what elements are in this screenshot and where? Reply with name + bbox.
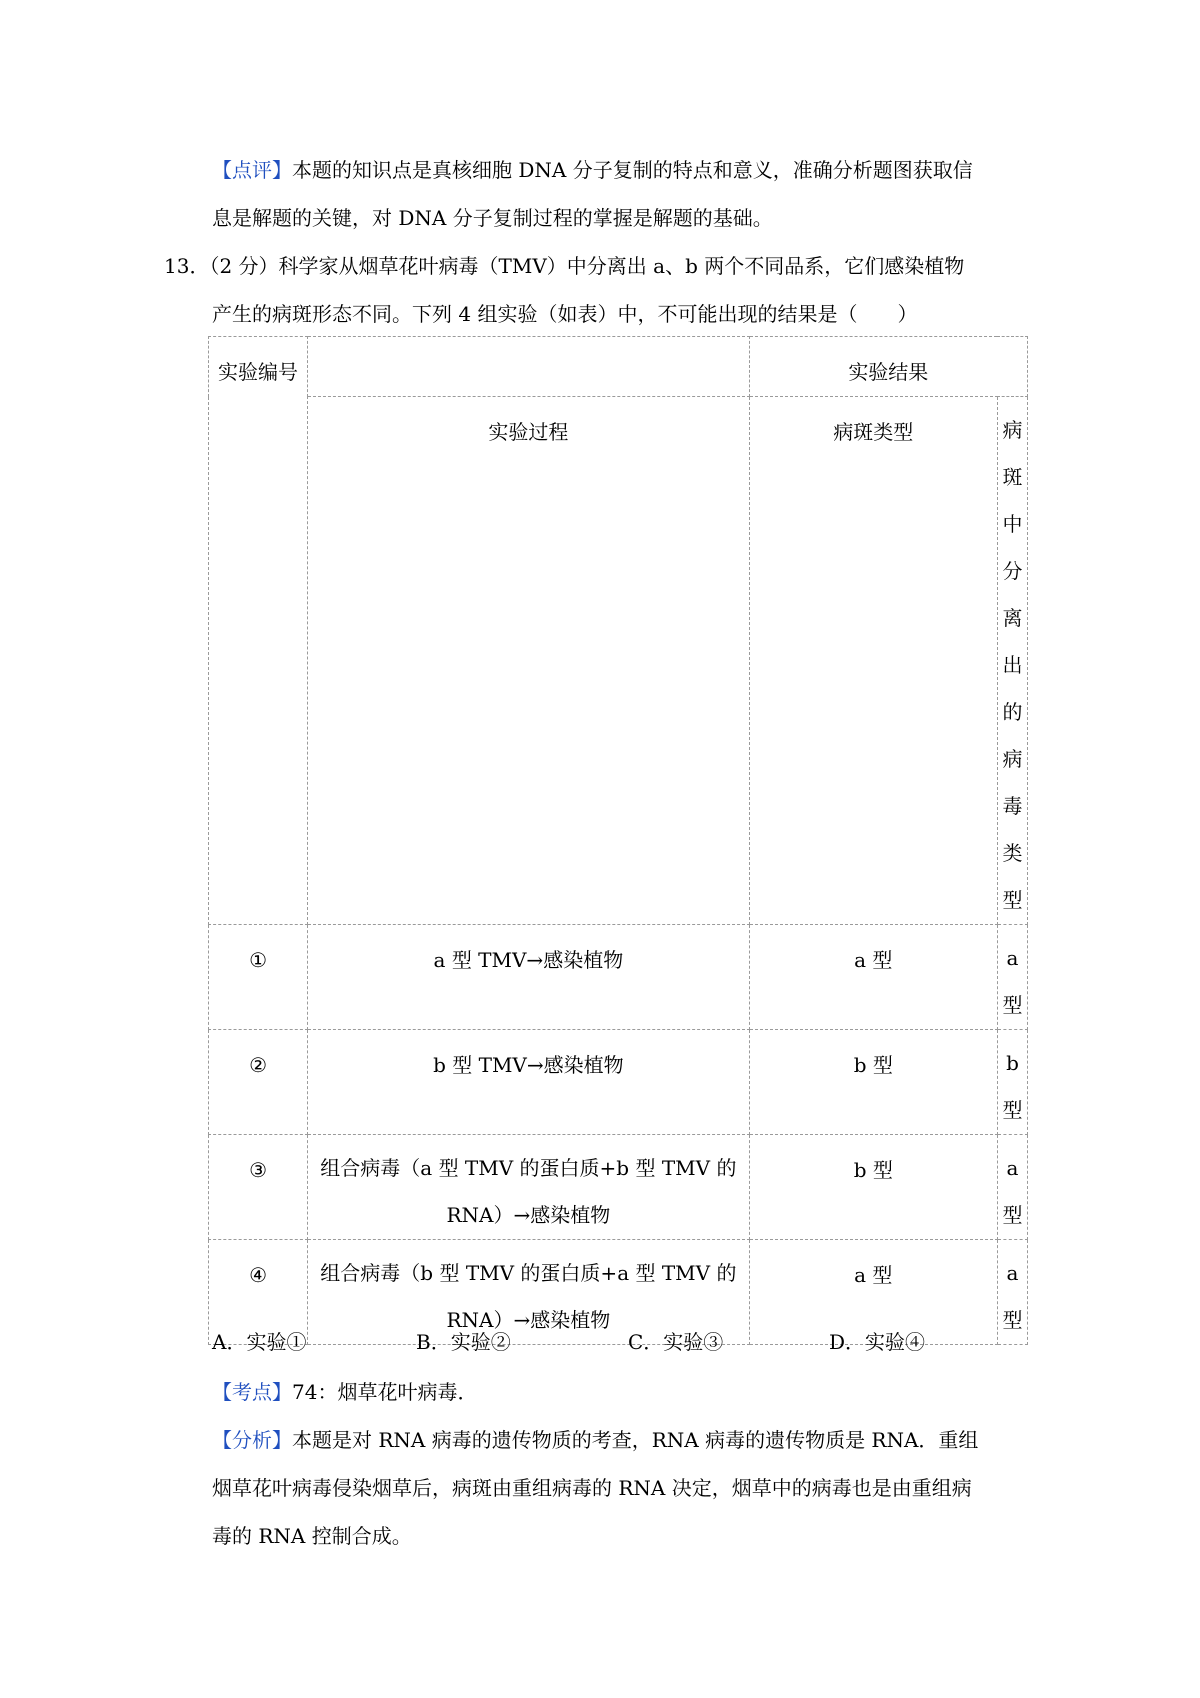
header-result: 实验结果: [749, 337, 1027, 397]
review-tag: 【点评】: [212, 158, 292, 182]
row-process: 组合病毒（b 型 TMV 的蛋白质+a 型 TMV 的 RNA）→感染植物: [308, 1240, 750, 1345]
row-virus: a 型: [997, 1240, 1027, 1345]
header-blank: [308, 337, 750, 397]
row-spot: a 型: [749, 1240, 997, 1345]
row-id: ①: [209, 925, 308, 1030]
row-spot: b 型: [749, 1030, 997, 1135]
table-header-row-1: [209, 337, 1028, 397]
row-virus: b 型: [997, 1030, 1027, 1135]
header-experiment-id: 实验编号: [209, 337, 308, 925]
analysis-line-2: 烟草花叶病毒侵染烟草后，病斑由重组病毒的 RNA 决定，烟草中的病毒也是由重组病: [212, 1476, 972, 1500]
review-text-1: 本题的知识点是真核细胞 DNA 分子复制的特点和意义，准确分析题图获取信: [292, 158, 973, 182]
row-process: 组合病毒（a 型 TMV 的蛋白质+b 型 TMV 的 RNA）→感染植物: [308, 1135, 750, 1240]
row-spot: a 型: [749, 925, 997, 1030]
point-text: 74：烟草花叶病毒．: [292, 1380, 478, 1404]
row-id: ②: [209, 1030, 308, 1135]
row-process: a 型 TMV→感染植物: [308, 925, 750, 1030]
row-virus: a 型: [997, 1135, 1027, 1240]
option-c[interactable]: C．实验③: [628, 1330, 724, 1354]
option-d[interactable]: D．实验④: [829, 1330, 926, 1354]
row-process: b 型 TMV→感染植物: [308, 1030, 750, 1135]
question-text-1: （2 分）科学家从烟草花叶病毒（TMV）中分离出 a、b 两个不同品系，它们感染植物: [209, 254, 965, 278]
experiment-table: [208, 336, 1028, 1345]
option-a[interactable]: A．实验①: [212, 1330, 307, 1354]
header-virus-type: 病斑中分离出的病毒类型: [997, 397, 1027, 925]
table-header-row-2: [209, 397, 1028, 925]
review-line-2: 息是解题的关键，对 DNA 分子复制过程的掌握是解题的基础。: [212, 206, 773, 230]
point-tag: 【考点】: [212, 1380, 292, 1404]
point-line: [212, 1378, 477, 1406]
row-spot: b 型: [749, 1135, 997, 1240]
analysis-text-1: 本题是对 RNA 病毒的遗传物质的考查，RNA 病毒的遗传物质是 RNA．重组: [292, 1428, 979, 1452]
question-line-1: [164, 252, 964, 280]
row-id: ③: [209, 1135, 308, 1240]
table-row: [209, 1135, 1028, 1240]
analysis-tag: 【分析】: [212, 1428, 292, 1452]
question-line-2: 产生的病斑形态不同。下列 4 组实验（如表）中，不可能出现的结果是（ ）: [212, 302, 918, 326]
review-line-1: [212, 156, 973, 184]
analysis-line-3: 毒的 RNA 控制合成。: [212, 1524, 412, 1548]
header-process: 实验过程: [308, 397, 750, 925]
table-row: [209, 1030, 1028, 1135]
table-row: [209, 925, 1028, 1030]
analysis-line-1: [212, 1426, 978, 1454]
row-virus: a 型: [997, 925, 1027, 1030]
option-b[interactable]: B．实验②: [416, 1330, 511, 1354]
row-id: ④: [209, 1240, 308, 1345]
question-number: 13．: [164, 254, 210, 278]
header-spot-type: 病斑类型: [749, 397, 997, 925]
